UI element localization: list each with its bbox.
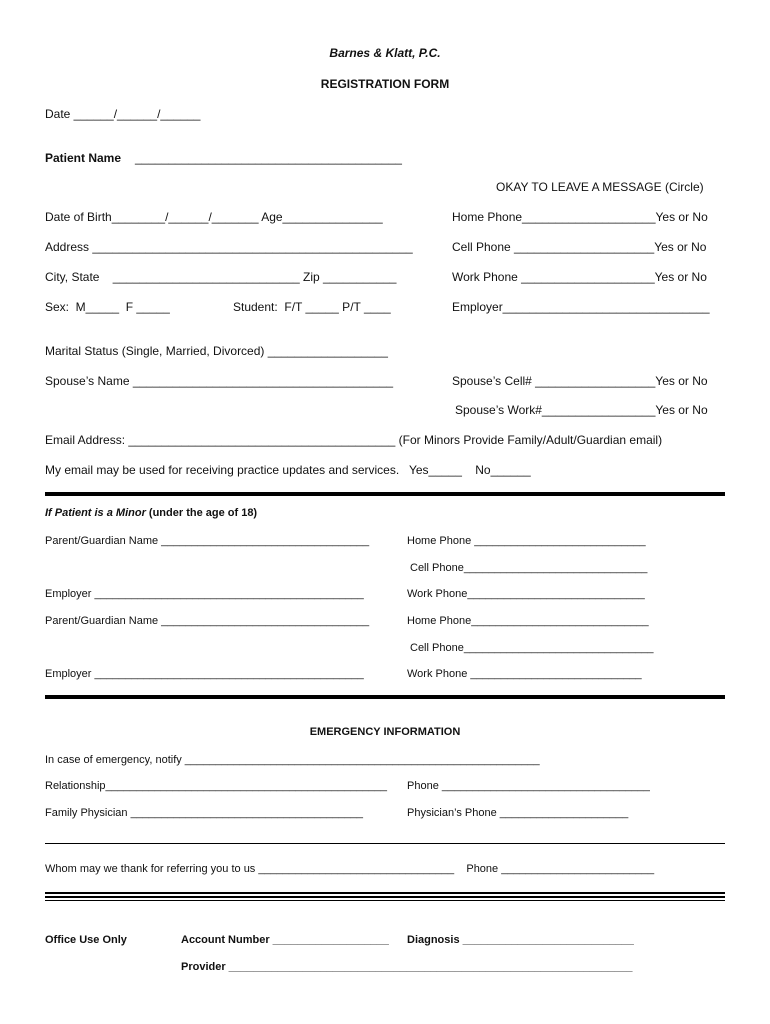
section-divider	[45, 896, 725, 898]
minor-heading-italic: If Patient is a Minor	[45, 507, 146, 519]
guardian-name-field[interactable]: Parent/Guardian Name __________________________________	[45, 615, 370, 627]
relationship-field[interactable]: Relationship______________________________________________	[45, 780, 387, 792]
email-consent-field[interactable]: My email may be used for receiving practice updates and services. Yes_____ No______	[45, 463, 531, 477]
guardian-name-field[interactable]: Parent/Guardian Name __________________________________	[45, 535, 370, 547]
emergency-phone-field[interactable]: Phone __________________________________	[407, 780, 650, 792]
physician-phone-field[interactable]: Physician’s Phone _____________________	[407, 807, 629, 819]
section-divider	[45, 843, 725, 844]
account-number-field[interactable]: Account Number ___________________	[181, 934, 389, 946]
date-field[interactable]: Date ______/______/______	[45, 107, 201, 121]
guardian-cell-phone-field[interactable]: Cell Phone_______________________________	[410, 642, 654, 654]
employer-field[interactable]: Employer_______________________________	[452, 300, 710, 314]
email-field[interactable]: Email Address: ________________________________________ (For Minors Provide Family/Adult/Guardian email)	[45, 433, 663, 447]
marital-status-field[interactable]: Marital Status (Single, Married, Divorced) __________________	[45, 344, 388, 358]
section-divider	[45, 695, 725, 699]
spouse-cell-field[interactable]: Spouse’s Cell# __________________Yes or No	[452, 374, 708, 388]
sex-field[interactable]: Sex: M_____ F _____	[45, 300, 170, 314]
firm-name: Barnes & Klatt, P.C.	[329, 46, 441, 60]
emergency-notify-field[interactable]: In case of emergency, notify __________________________________________________________	[45, 754, 540, 766]
spouse-work-field[interactable]: Spouse’s Work#_________________Yes or No	[455, 403, 708, 417]
section-divider	[45, 892, 725, 894]
guardian-cell-phone-field[interactable]: Cell Phone______________________________	[410, 562, 648, 574]
guardian-employer-field[interactable]: Employer ____________________________________________	[45, 588, 364, 600]
okay-to-leave-message: OKAY TO LEAVE A MESSAGE (Circle)	[496, 180, 704, 194]
patient-name-label: Patient Name	[45, 151, 122, 165]
section-divider	[45, 492, 725, 496]
guardian-employer-field[interactable]: Employer ____________________________________________	[45, 668, 364, 680]
home-phone-field[interactable]: Home Phone____________________Yes or No	[452, 210, 708, 224]
minor-section-heading	[45, 508, 257, 519]
guardian-home-phone-field[interactable]: Home Phone ____________________________	[407, 535, 646, 547]
referral-field[interactable]: Whom may we thank for referring you to us ________________________________ Phone _________________________	[45, 863, 655, 875]
form-title: REGISTRATION FORM	[320, 77, 450, 91]
patient-name-field[interactable]: ________________________________________	[135, 151, 402, 165]
emergency-heading: EMERGENCY INFORMATION	[309, 726, 461, 738]
cell-phone-field[interactable]: Cell Phone _____________________Yes or No	[452, 240, 707, 254]
student-field[interactable]: Student: F/T _____ P/T ____	[233, 300, 391, 314]
minor-heading-rest: (under the age of 18)	[145, 507, 258, 519]
provider-field[interactable]: Provider __________________________________________________________________	[181, 961, 633, 973]
spouse-name-field[interactable]: Spouse’s Name _______________________________________	[45, 374, 394, 388]
dob-age-field[interactable]: Date of Birth________/______/_______ Age_______________	[45, 210, 383, 224]
guardian-home-phone-field[interactable]: Home Phone_____________________________	[407, 615, 649, 627]
office-use-label: Office Use Only	[45, 934, 127, 946]
section-divider	[45, 900, 725, 901]
work-phone-field[interactable]: Work Phone ____________________Yes or No	[452, 270, 707, 284]
guardian-work-phone-field[interactable]: Work Phone_____________________________	[407, 588, 645, 600]
guardian-work-phone-field[interactable]: Work Phone ____________________________	[407, 668, 642, 680]
address-field[interactable]: Address ________________________________________________	[45, 240, 413, 254]
family-physician-field[interactable]: Family Physician ______________________________________	[45, 807, 364, 819]
city-state-zip-field[interactable]: City, State ____________________________ Zip ___________	[45, 270, 397, 284]
diagnosis-field[interactable]: Diagnosis ____________________________	[407, 934, 634, 946]
